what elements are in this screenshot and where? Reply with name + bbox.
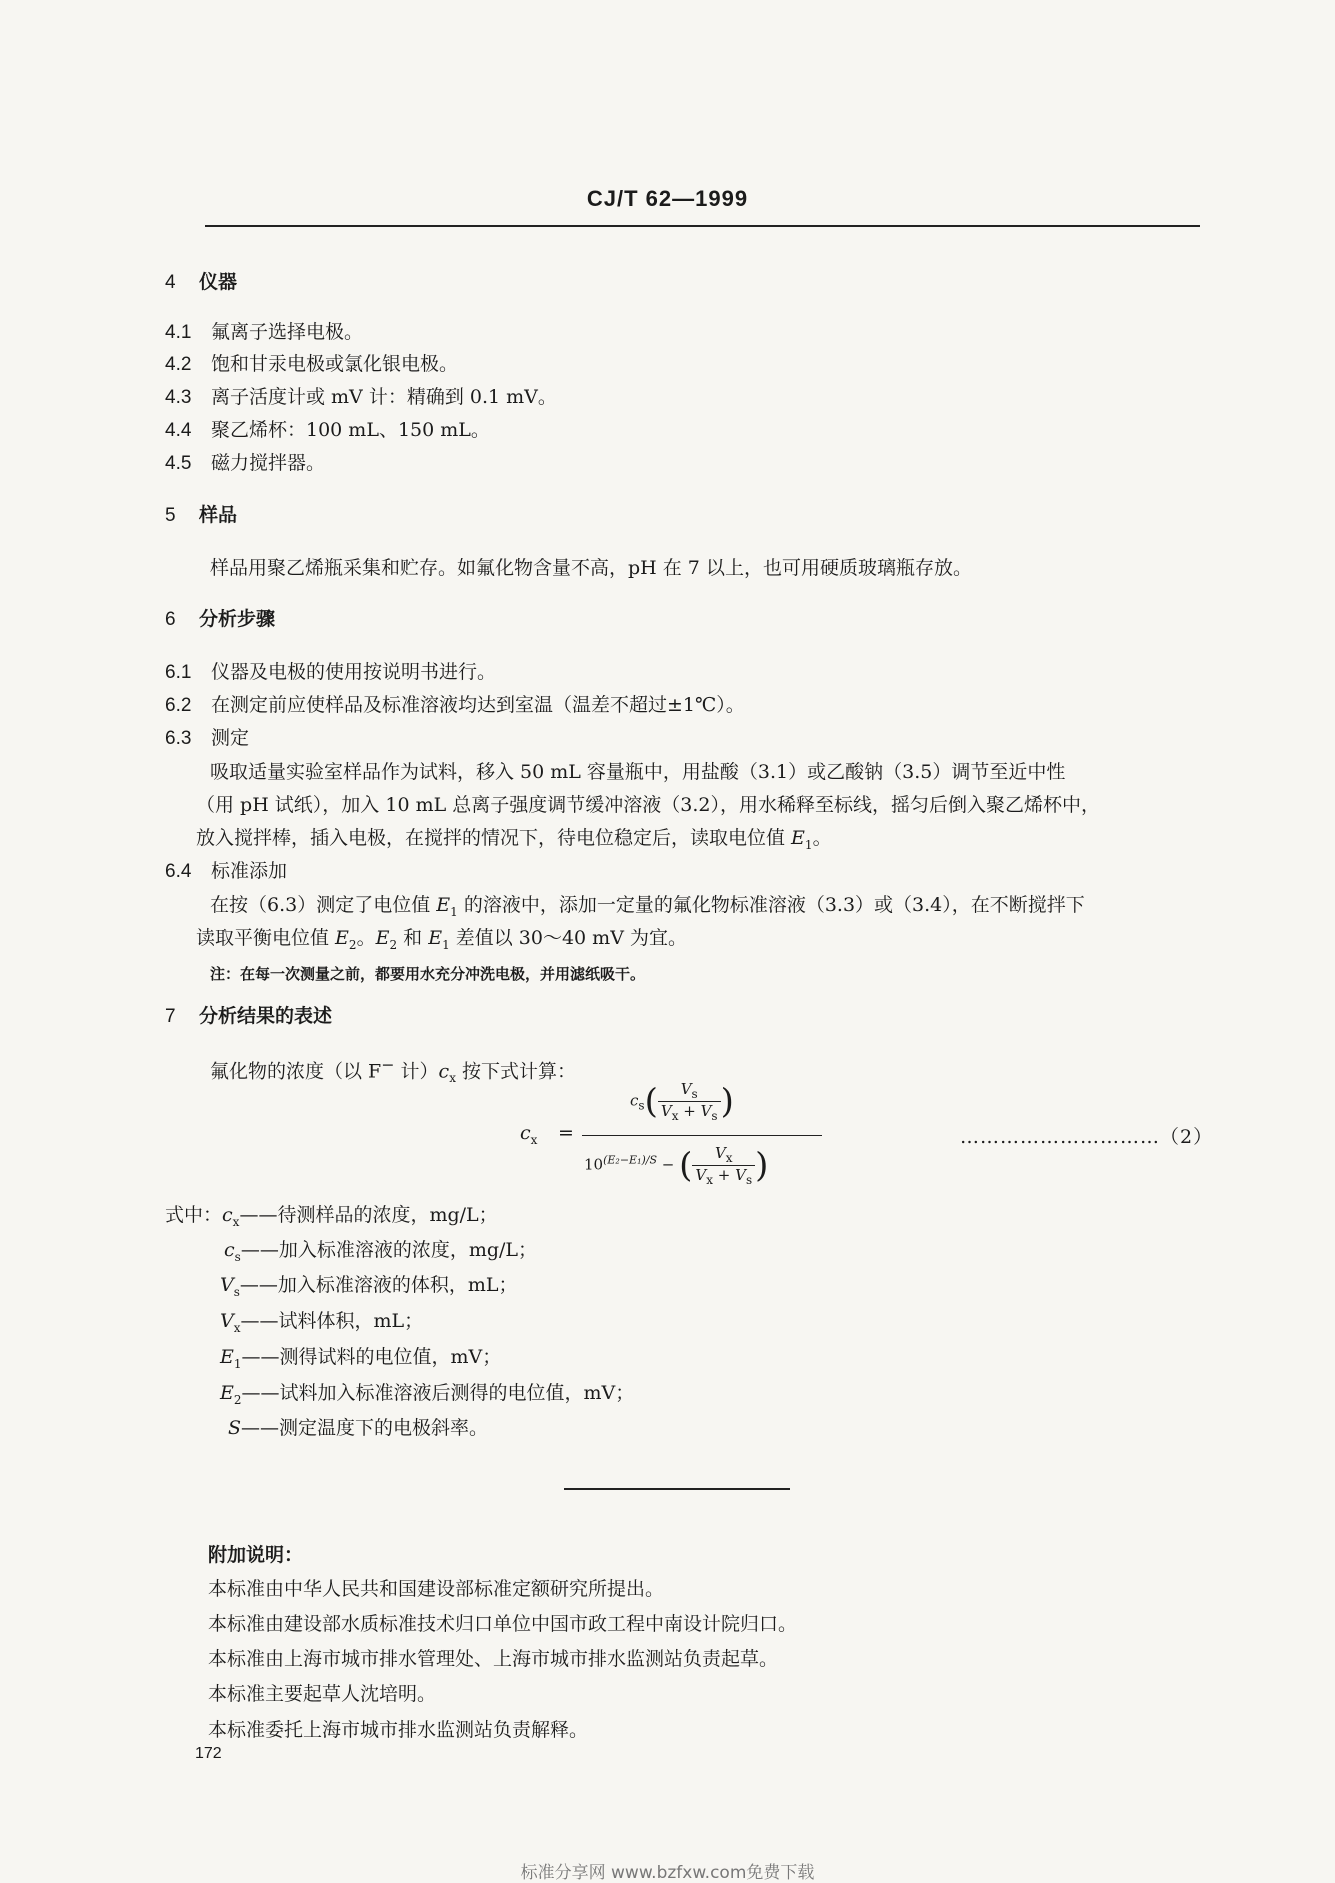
formula-2 — [520, 1078, 820, 1188]
item-4-3: 4.3 离子活度计或 mV 计：精确到 0.1 mV。 — [165, 386, 557, 408]
addendum-title: 附加说明： — [208, 1544, 304, 1566]
item-6-4-para-line-2: 读取平衡电位值 $E_2$。$E_2$ 和 $E_1$ 差值以 30～40 mV 为宜。 — [196, 927, 687, 952]
item-6-3-para-line-2: （用 pH 试纸），加入 10 mL 总离子强度调节缓冲溶液（3.2），用水稀释至标线，摇匀后倒入聚乙烯杯中， — [196, 794, 1100, 816]
section-6-heading: 6 分析步骤 — [165, 608, 276, 630]
item-6-4-para-line-1: 在按（6.3）测定了电位值 $E_1$ 的溶液中，添加一定量的氟化物标准溶液（3.3）或（3.4），在不断搅拌下 — [210, 894, 1085, 919]
item-6-3-para-line-1: 吸取适量实验室样品作为试料，移入 50 mL 容量瓶中，用盐酸（3.1）或乙酸钠（3.5）调节至近中性 — [210, 761, 1066, 783]
equation-number: …………………………（2） — [960, 1126, 1214, 1148]
definition-e2: $E_2——$试料加入标准溶液后测得的电位值，mV； — [220, 1382, 635, 1407]
item-6-1: 6.1 仪器及电极的使用按说明书进行。 — [165, 661, 497, 683]
addendum-line-5: 本标准委托上海市城市排水监测站负责解释。 — [208, 1719, 589, 1741]
numerator-fraction: $\frac{V_s}{V_x + V_s}$ — [658, 1080, 721, 1123]
formula-numerator: $c_s$( $\frac{V_s}{V_x + V_s}$ ) — [630, 1080, 734, 1123]
denominator-fraction: $\frac{V_x}{V_x + V_s}$ — [692, 1144, 755, 1187]
item-4-4: 4.4 聚乙烯杯：100 mL、150 mL。 — [165, 419, 490, 441]
section-7-heading: 7 分析结果的表述 — [165, 1005, 333, 1027]
section-7-intro: 氟化物的浓度（以 F− 计）$c_x$ 按下式计算： — [210, 1055, 577, 1086]
addendum-line-1: 本标准由中华人民共和国建设部标准定额研究所提出。 — [208, 1578, 665, 1600]
definition-s: S——测定温度下的电极斜率。 — [228, 1417, 489, 1439]
section-5-text: 样品用聚乙烯瓶采集和贮存。如氟化物含量不高，pH 在 7 以上，也可用硬质玻璃瓶存放。 — [210, 557, 972, 579]
item-4-5: 4.5 磁力搅拌器。 — [165, 452, 326, 474]
item-4-2: 4.2 饱和甘汞电极或氯化银电极。 — [165, 353, 459, 375]
addendum-line-4: 本标准主要起草人沈培明。 — [208, 1683, 437, 1705]
item-6-3-para-line-3: 放入搅拌棒，插入电极，在搅拌的情况下，待电位稳定后，读取电位值 $E_1$。 — [196, 827, 832, 852]
formula-denominator: $10^{(E_2-E_1)/S}$ − ( $\frac{V_x}{V_x + V_s}$ ) — [584, 1144, 769, 1187]
addendum-line-3: 本标准由上海市城市排水管理处、上海市城市排水监测站负责起草。 — [208, 1648, 779, 1670]
item-6-4-heading: 6.4 标准添加 — [165, 860, 288, 882]
header-rule — [205, 225, 1200, 227]
addendum-line-2: 本标准由建设部水质标准技术归口单位中国市政工程中南设计院归口。 — [208, 1613, 798, 1635]
section-5-heading: 5 样品 — [165, 504, 238, 526]
watermark-footer: 标准分享网 www.bzfxw.com免费下载 — [520, 1863, 815, 1883]
standard-code-header: CJ/T 62—1999 — [586, 186, 749, 211]
section-4-heading: 4 仪器 — [165, 271, 238, 293]
item-6-3-heading: 6.3 测定 — [165, 727, 250, 749]
definition-cx: 式中：$c_x——$待测样品的浓度，mg/L； — [165, 1204, 498, 1229]
formula-equals: = — [558, 1122, 574, 1144]
definition-e1: $E_1——$测得试料的电位值，mV； — [220, 1346, 502, 1371]
measurement-note: 注：在每一次测量之前，都要用水充分冲洗电极，并用滤纸吸干。 — [210, 965, 646, 983]
formula-lhs: $c_x$ — [520, 1122, 538, 1147]
item-4-1: 4.1 氟离子选择电极。 — [165, 321, 364, 343]
definition-cs: $c_s——$加入标准溶液的浓度，mg/L； — [224, 1239, 538, 1264]
item-6-2: 6.2 在测定前应使样品及标准溶液均达到室温（温差不超过±1℃）。 — [165, 694, 745, 716]
definition-vx: $V_x——$试料体积，mL； — [220, 1310, 424, 1335]
definition-vs: $V_s——$加入标准溶液的体积，mL； — [220, 1274, 518, 1299]
page-number: 172 — [195, 1745, 222, 1762]
formula-main-fraction-bar — [582, 1135, 822, 1136]
section-divider — [564, 1488, 790, 1490]
